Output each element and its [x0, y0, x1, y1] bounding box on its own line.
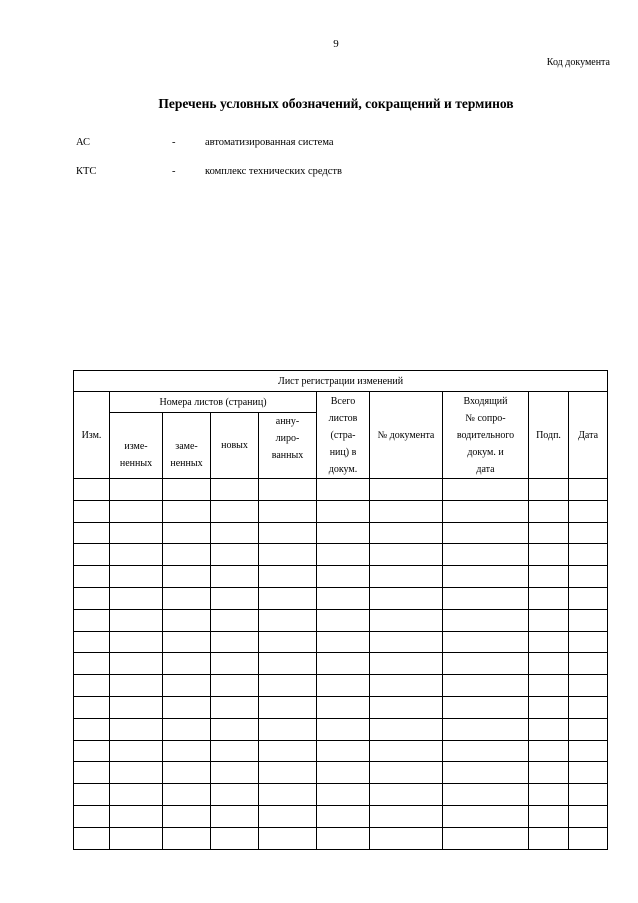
table-cell: [211, 718, 259, 740]
table-cell: [74, 566, 110, 588]
table-cell: [259, 609, 317, 631]
table-cell: [211, 762, 259, 784]
table-cell: [443, 718, 529, 740]
table-cell: [569, 522, 608, 544]
header-new: новых: [211, 413, 259, 479]
table-cell: [317, 544, 370, 566]
table-cell: [569, 500, 608, 522]
table-cell: [317, 805, 370, 827]
table-cell: [370, 827, 443, 849]
table-cell: [370, 522, 443, 544]
table-cell: [529, 500, 569, 522]
table-cell: [211, 805, 259, 827]
table-cell: [317, 718, 370, 740]
header-incoming: Входящий № сопро- водительного докум. и дата: [443, 392, 529, 479]
table-cell: [163, 784, 211, 806]
table-cell: [370, 696, 443, 718]
table-cell: [569, 718, 608, 740]
table-cell: [74, 718, 110, 740]
table-cell: [74, 544, 110, 566]
table-cell: [569, 784, 608, 806]
table-cell: [317, 696, 370, 718]
table-cell: [443, 609, 529, 631]
table-cell: [74, 500, 110, 522]
table-cell: [317, 587, 370, 609]
table-cell: [569, 696, 608, 718]
table-cell: [317, 653, 370, 675]
table-cell: [370, 587, 443, 609]
table-cell: [443, 827, 529, 849]
table-cell: [529, 827, 569, 849]
table-cell: [529, 696, 569, 718]
table-cell: [163, 740, 211, 762]
table-cell: [110, 500, 163, 522]
table-cell: [259, 696, 317, 718]
table-cell: [163, 827, 211, 849]
table-cell: [443, 762, 529, 784]
header-annulled: анну- лиро- ванных: [259, 413, 317, 479]
table-cell: [259, 762, 317, 784]
table-cell: [370, 566, 443, 588]
table-cell: [443, 522, 529, 544]
table-cell: [370, 805, 443, 827]
table-cell: [110, 631, 163, 653]
table-cell: [259, 544, 317, 566]
table-cell: [74, 587, 110, 609]
header-sheet-numbers: Номера листов (страниц): [110, 392, 317, 413]
header-signature: Подп.: [529, 392, 569, 479]
table-cell: [163, 805, 211, 827]
table-cell: [163, 566, 211, 588]
table-cell: [443, 544, 529, 566]
table-cell: [74, 479, 110, 501]
table-cell: [163, 653, 211, 675]
table-cell: [259, 740, 317, 762]
header-total-sheets: Всего листов (стра- ниц) в докум.: [317, 392, 370, 479]
table-cell: [211, 587, 259, 609]
table-cell: [569, 609, 608, 631]
table-cell: [163, 675, 211, 697]
table-cell: [74, 675, 110, 697]
table-cell: [443, 696, 529, 718]
abbreviation-term: КТС: [76, 166, 97, 177]
table-cell: [74, 827, 110, 849]
table-row: [74, 827, 608, 849]
table-cell: [569, 631, 608, 653]
table-cell: [163, 544, 211, 566]
table-cell: [74, 609, 110, 631]
table-cell: [211, 784, 259, 806]
table-cell: [211, 675, 259, 697]
table-cell: [259, 479, 317, 501]
table-row: [74, 805, 608, 827]
header-replaced: заме- ненных: [163, 413, 211, 479]
table-cell: [370, 675, 443, 697]
table-cell: [370, 609, 443, 631]
table-cell: [259, 500, 317, 522]
table-cell: [317, 762, 370, 784]
table-cell: [569, 827, 608, 849]
table-cell: [211, 566, 259, 588]
table-cell: [317, 566, 370, 588]
table-cell: [370, 784, 443, 806]
table-row: [74, 500, 608, 522]
table-cell: [317, 500, 370, 522]
table-cell: [529, 784, 569, 806]
table-cell: [110, 718, 163, 740]
table-row: [74, 784, 608, 806]
table-cell: [317, 609, 370, 631]
change-registration-table: [73, 370, 608, 850]
header-changed: изме- ненных: [110, 413, 163, 479]
table-cell: [211, 609, 259, 631]
table-row: [74, 675, 608, 697]
table-cell: [529, 566, 569, 588]
table-cell: [163, 762, 211, 784]
table-cell: [211, 500, 259, 522]
table-row: [74, 740, 608, 762]
table-cell: [443, 784, 529, 806]
table-cell: [529, 522, 569, 544]
table-cell: [443, 653, 529, 675]
table-cell: [259, 566, 317, 588]
table-cell: [211, 740, 259, 762]
list-title: Перечень условных обозначений, сокращений и терминов: [158, 96, 514, 111]
table-cell: [317, 631, 370, 653]
table-cell: [110, 805, 163, 827]
table-cell: [529, 544, 569, 566]
table-cell: [317, 675, 370, 697]
table-row: [74, 631, 608, 653]
table-cell: [110, 566, 163, 588]
table-row: [74, 566, 608, 588]
table-cell: [529, 479, 569, 501]
table-cell: [211, 827, 259, 849]
table-cell: [163, 479, 211, 501]
table-cell: [370, 653, 443, 675]
table-cell: [110, 762, 163, 784]
table-cell: [259, 653, 317, 675]
table-cell: [163, 587, 211, 609]
table-row: [74, 544, 608, 566]
table-cell: [443, 500, 529, 522]
header-date: Дата: [569, 392, 608, 479]
table-cell: [529, 587, 569, 609]
table-cell: [211, 696, 259, 718]
table-cell: [259, 587, 317, 609]
table-cell: [110, 696, 163, 718]
table-cell: [529, 805, 569, 827]
table-cell: [443, 631, 529, 653]
table-cell: [110, 827, 163, 849]
table-cell: [317, 827, 370, 849]
table-cell: [110, 653, 163, 675]
table-row: [74, 609, 608, 631]
table-cell: [74, 631, 110, 653]
header-doc-number: № документа: [370, 392, 443, 479]
abbreviation-row: [76, 166, 342, 177]
table-cell: [569, 762, 608, 784]
table-cell: [259, 631, 317, 653]
table-cell: [529, 631, 569, 653]
table-cell: [259, 784, 317, 806]
table-cell: [259, 718, 317, 740]
table-cell: [529, 718, 569, 740]
table-row: [74, 718, 608, 740]
table-row: [74, 762, 608, 784]
table-cell: [317, 784, 370, 806]
table-cell: [443, 740, 529, 762]
table-cell: [211, 653, 259, 675]
table-cell: [163, 609, 211, 631]
table-cell: [443, 675, 529, 697]
table-cell: [569, 740, 608, 762]
table-row: [74, 522, 608, 544]
table-cell: [163, 718, 211, 740]
table-cell: [569, 675, 608, 697]
table-cell: [259, 675, 317, 697]
table-cell: [370, 544, 443, 566]
table-row: [74, 696, 608, 718]
table-cell: [529, 740, 569, 762]
table-cell: [74, 740, 110, 762]
table-cell: [443, 566, 529, 588]
table-cell: [370, 479, 443, 501]
table-row: [74, 587, 608, 609]
table-cell: [259, 522, 317, 544]
abbreviation-definition: комплекс технических средств: [205, 166, 342, 177]
table-cell: [211, 544, 259, 566]
table-cell: [163, 631, 211, 653]
table-cell: [569, 587, 608, 609]
abbreviation-row: [76, 137, 334, 148]
table-cell: [370, 740, 443, 762]
table-cell: [569, 653, 608, 675]
table-cell: [529, 762, 569, 784]
abbreviation-term: АС: [76, 137, 91, 148]
table-cell: [74, 784, 110, 806]
table-cell: [317, 740, 370, 762]
page-number: 9: [333, 38, 339, 50]
table-cell: [317, 522, 370, 544]
table-cell: [74, 805, 110, 827]
table-cell: [443, 587, 529, 609]
table-cell: [529, 675, 569, 697]
table-cell: [74, 762, 110, 784]
table-cell: [110, 675, 163, 697]
table-cell: [569, 805, 608, 827]
abbreviation-dash: -: [172, 166, 176, 177]
table-cell: [569, 544, 608, 566]
table-cell: [569, 566, 608, 588]
table-cell: [163, 696, 211, 718]
table-cell: [443, 479, 529, 501]
table-cell: [74, 522, 110, 544]
table-cell: [370, 500, 443, 522]
abbreviation-definition: автоматизированная система: [205, 137, 334, 148]
table-cell: [110, 784, 163, 806]
table-cell: [259, 827, 317, 849]
table-cell: [110, 740, 163, 762]
table-cell: [211, 631, 259, 653]
table-cell: [370, 631, 443, 653]
table-cell: [569, 479, 608, 501]
document-code: Код документа: [546, 57, 610, 68]
table-cell: [74, 696, 110, 718]
table-row: [74, 479, 608, 501]
table-cell: [74, 653, 110, 675]
table-cell: [110, 587, 163, 609]
table-cell: [211, 522, 259, 544]
table-cell: [370, 762, 443, 784]
table-cell: [110, 522, 163, 544]
table-cell: [110, 479, 163, 501]
abbreviation-dash: -: [172, 137, 176, 148]
table-cell: [211, 479, 259, 501]
table-cell: [110, 544, 163, 566]
table-cell: [529, 609, 569, 631]
table-cell: [110, 609, 163, 631]
table-cell: [163, 500, 211, 522]
table-row: [74, 653, 608, 675]
table-cell: [443, 805, 529, 827]
table-cell: [317, 479, 370, 501]
table-cell: [529, 653, 569, 675]
table-cell: [370, 718, 443, 740]
header-izm: Изм.: [74, 392, 110, 479]
table-cell: [259, 805, 317, 827]
table-title: Лист регистрации изменений: [74, 371, 608, 392]
table-cell: [163, 522, 211, 544]
